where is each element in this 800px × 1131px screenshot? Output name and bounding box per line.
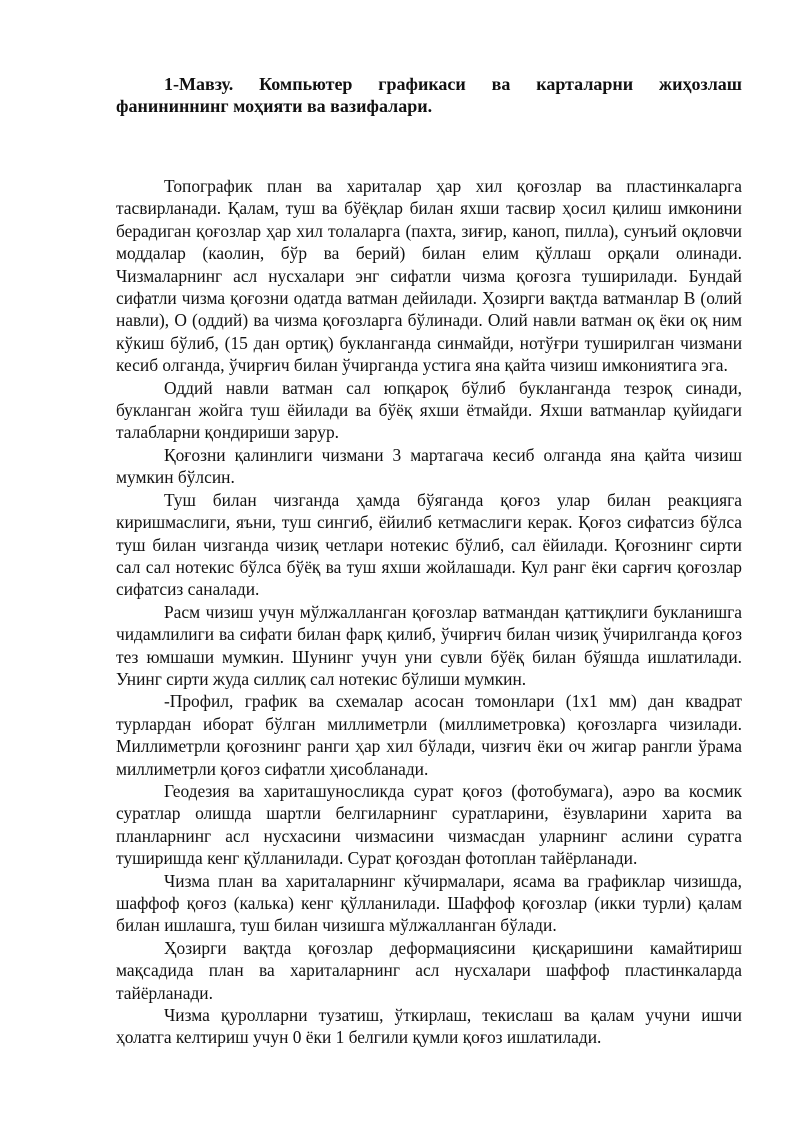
paragraph-7: Геодезия ва хариташуносликда сурат қоғоз (фотобумага), аэро ва космик суратлар олишда шартли белгиларнинг суратларини, ёзувларини харита ва планларнинг асл нусхасини чизмасини чизмасдан уларнинг аслини суратга туширишда кенг қўлланилади. Сурат қоғоздан фотоплан тайёрланади. bbox=[116, 780, 742, 869]
paragraph-3: Қоғозни қалинлиги чизмани 3 мартагача кесиб олганда яна қайта чизиш мумкин бўлсин. bbox=[116, 444, 742, 488]
paragraph-2: Оддий навли ватман сал юпқароқ бўлиб букланганда тезроқ синади, букланган жойга туш ёйилади ва бўёқ яхши ётмайди. Яхши ватманлар қуйидаги талабларни қондириши зарур. bbox=[116, 377, 742, 443]
document-page bbox=[116, 73, 742, 1049]
paragraph-1: Топографик план ва хариталар ҳар хил қоғозлар ва пластинкаларга тасвирланади. Қалам, туш ва бўёқлар билан яхши тасвир ҳосил қилиш имконини берадиган қоғозлар ҳар хил толаларга (пахта, зиғир, каноп, пилла), сунъий оқловчи моддалар (каолин, бўр ва берий) билан елим қўллаш орқали олинади. Чизмаларнинг асл нусхалари энг сифатли чизма қоғозга туширилади. Бундай сифатли чизма қоғозни одатда ватман дейилади. Ҳозирги вақтда ватманлар В (олий навли), О (оддий) ва чизма қоғозларга бўлинади. Олий навли ватман оқ ёки оқ ним кўкиш бўлиб, (15 дан ортиқ) букланганда синмайди, нотўғри туширилган чизмани кесиб олганда, ўчирғич билан ўчирганда устига яна қайта чизиш имкониятига эга. bbox=[116, 176, 742, 376]
paragraph-4: Туш билан чизганда ҳамда бўяганда қоғоз улар билан реакцияга киришмаслиги, яъни, туш сингиб, ёйилиб кетмаслиги керак. Қоғоз сифатсиз бўлса туш билан чизганда чизиқ четлари нотекис бўлиб, сал ёйилади. Қоғознинг сирти сал сал нотекис бўлса бўёқ ва туш яхши жойлашади. Кул ранг ёки сарғич қоғозлар сифатсиз саналади. bbox=[116, 489, 742, 600]
paragraph-8: Чизма план ва хариталарнинг кўчирмалари, ясама ва графиклар чизишда, шаффоф қоғоз (калька) кенг қўлланилади. Шаффоф қоғозлар (икки турли) қалам билан ишлашга, туш билан чизишга мўлжалланган бўлади. bbox=[116, 870, 742, 936]
document-title: 1-Мавзу. Компьютер графикаси ва карталарни жиҳозлаш фанининнинг моҳияти ва вазифалари. bbox=[116, 74, 742, 116]
paragraph-9: Ҳозирги вақтда қоғозлар деформациясини қисқаришини камайтириш мақсадида план ва хариталарнинг асл нусхалари шаффоф пластинкаларда тайёрланади. bbox=[116, 937, 742, 1003]
paragraph-6: -Профил, график ва схемалар асосан томонлари (1х1 мм) дан квадрат турлардан иборат бўлган миллиметрли (миллиметровка) қоғозларга чизилади. Миллиметрли қоғознинг ранги ҳар хил бўлади, чизғич ёки оч жигар рангли ўрама миллиметрли қоғоз сифатли ҳисобланади. bbox=[116, 691, 742, 779]
paragraph-5: Расм чизиш учун мўлжалланган қоғозлар ватмандан қаттиқлиги букланишга чидамлилиги ва сифати билан фарқ қилиб, ўчирғич билан чизиқ ўчирилганда қоғоз тез юмшаши мумкин. Шунинг учун уни сувли бўёқ билан бўяшда ишлатилади. Унинг сирти жуда силлиқ сал нотекис бўлиши мумкин. bbox=[116, 601, 742, 689]
document-body bbox=[116, 175, 742, 1049]
paragraph-10: Чизма қуролларни тузатиш, ўткирлаш, текислаш ва қалам учуни ишчи ҳолатга келтириш учун 0 ёки 1 белгили қумли қоғоз ишлатилади. bbox=[116, 1005, 742, 1048]
